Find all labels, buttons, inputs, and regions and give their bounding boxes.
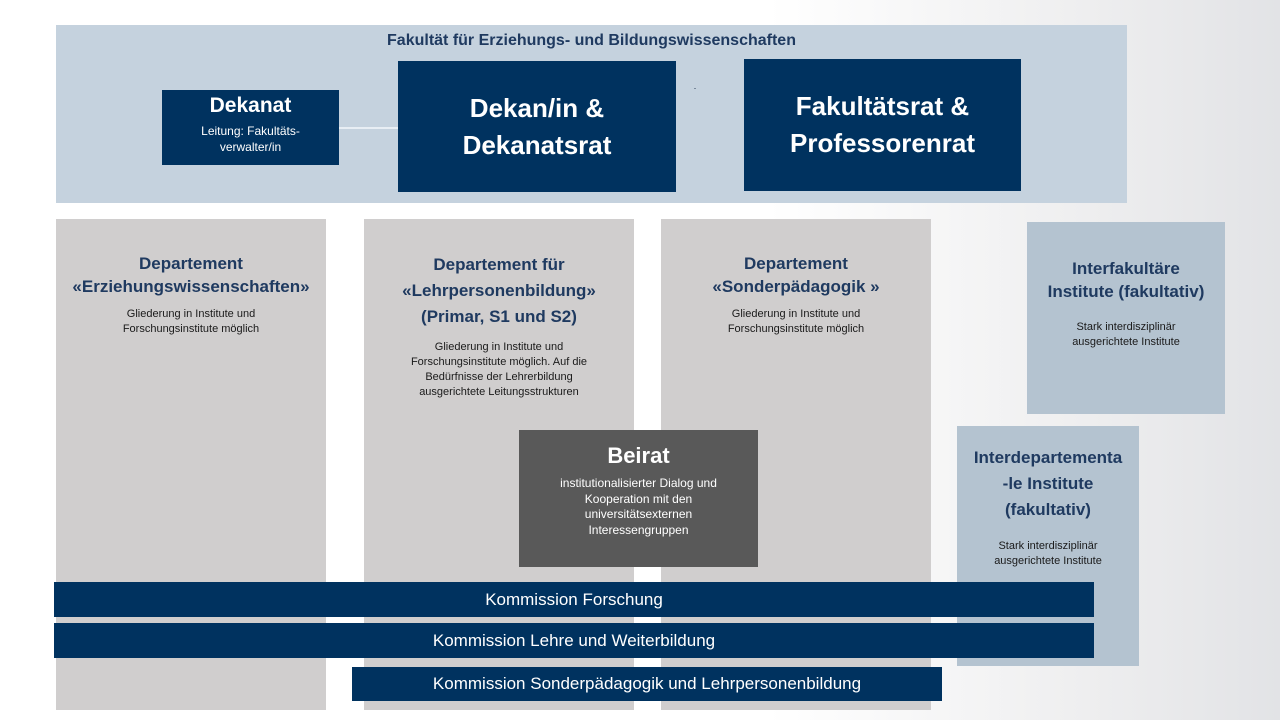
- dekanat-box: [162, 90, 339, 165]
- department-desc-line: Gliederung in Institute und: [731, 308, 861, 320]
- department-title: [661, 252, 931, 298]
- dekanat-connector: [339, 127, 398, 129]
- beirat-desc-line: institutionalisierter Dialog und: [560, 476, 717, 490]
- interfakultaere-institute-box: [1027, 222, 1225, 414]
- kommission-label: Kommission Lehre und Weiterbildung: [432, 630, 716, 650]
- fakultaetsrat-box: [744, 59, 1021, 191]
- interfakultaere-title-line: Interfakultäre: [1072, 259, 1180, 278]
- dekanat-subtitle: [162, 123, 339, 155]
- department-description: [364, 340, 634, 400]
- dekanat-subtitle-line: Leitung: Fakultäts-: [201, 124, 300, 138]
- department-description: [661, 307, 931, 337]
- interdepartementale-description: [957, 539, 1139, 569]
- beirat-title: Beirat: [607, 443, 670, 468]
- beirat-desc-line: Interessengruppen: [588, 522, 689, 537]
- beirat-description: [519, 476, 758, 538]
- department-desc-line: Bedürfnisse der Lehrerbildung: [425, 371, 573, 383]
- interfakultaere-desc-line: ausgerichtete Institute: [1072, 336, 1180, 348]
- department-title-line: «Erziehungswissenschaften»: [72, 277, 310, 296]
- dekanat-title: Dekanat: [209, 94, 292, 117]
- department-title-line: Departement: [744, 254, 848, 273]
- department-title-line: Departement: [139, 254, 243, 273]
- faculty-title: Fakultät für Erziehungs- und Bildungswissenschaften: [387, 32, 796, 49]
- department-desc-line: Forschungsinstitute möglich: [727, 323, 865, 335]
- dekan-box: [398, 61, 676, 192]
- department-description: [56, 307, 326, 337]
- interfakultaere-title-line: Institute (fakultativ): [1047, 282, 1205, 301]
- kommission-forschung-bar: [54, 582, 1094, 617]
- interfakultaere-description: [1027, 320, 1225, 350]
- beirat-desc-line: Kooperation mit den: [584, 491, 693, 506]
- interdepartementale-desc-line: ausgerichtete Institute: [994, 555, 1102, 567]
- department-title-line: (Primar, S1 und S2): [421, 307, 577, 326]
- dekan-title-line: Dekanatsrat: [462, 129, 612, 160]
- interdepartementale-title-line: (fakultativ): [1005, 500, 1091, 519]
- department-title-line: «Sonderpädagogik »: [712, 277, 880, 296]
- kommission-lehre-bar: [54, 623, 1094, 658]
- department-title-line: Departement für: [433, 255, 565, 274]
- kommission-label: Kommission Forschung: [485, 589, 663, 609]
- interdepartementale-title-line: Interdepartementa: [973, 448, 1123, 467]
- department-desc-line: Gliederung in Institute und: [434, 341, 564, 353]
- department-title-line: «Lehrpersonenbildung»: [402, 281, 596, 300]
- department-desc-line: Forschungsinstitute möglich: [122, 323, 260, 335]
- kommission-sonderpaedagogik-bar: [352, 667, 942, 701]
- department-desc-line: ausgerichtete Leitungsstrukturen: [419, 386, 579, 398]
- dekan-title-line: Dekan/in &: [469, 92, 605, 123]
- interdepartementale-desc-line: Stark interdisziplinär: [998, 540, 1098, 552]
- stray-dot: [694, 88, 696, 89]
- fakultaetsrat-title-line: Fakultätsrat &: [795, 91, 970, 121]
- beirat-desc-line: universitätsexternen: [584, 507, 693, 521]
- fakultaetsrat-title-line: Professorenrat: [790, 128, 975, 158]
- department-title: [364, 252, 634, 330]
- department-desc-line: Forschungsinstitute möglich. Auf die: [410, 356, 588, 368]
- department-title: [56, 252, 326, 298]
- department-desc-line: Gliederung in Institute und: [126, 308, 256, 320]
- interfakultaere-title: [1027, 257, 1225, 303]
- interfakultaere-desc-line: Stark interdisziplinär: [1076, 321, 1176, 333]
- interdepartementale-title-line: -le Institute: [1002, 474, 1094, 493]
- dekanat-subtitle-line: verwalter/in: [219, 140, 282, 154]
- kommission-label: Kommission Sonderpädagogik und Lehrpersonenbildung: [432, 674, 862, 693]
- interdepartementale-title: [957, 445, 1139, 523]
- beirat-box: [519, 430, 758, 567]
